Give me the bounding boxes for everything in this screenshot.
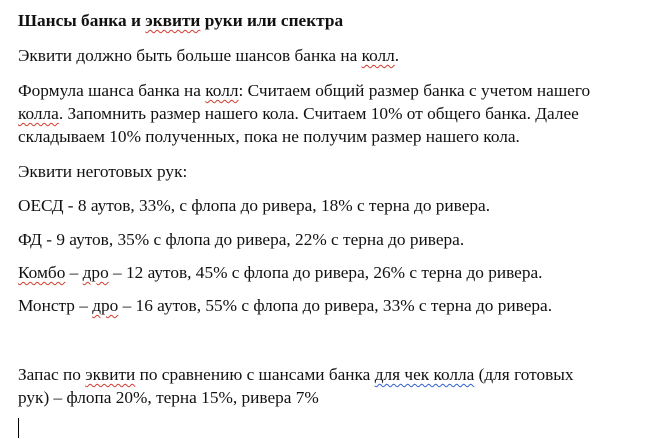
paragraph-6	[18, 261, 542, 285]
p4-text: ОЕСД - 8 аутов, 33%, с флопа до ривера, 18% с терна до ривера.	[18, 196, 491, 215]
p2-l3-text: складываем 10% полученных, пока не получим размер нашего кола.	[18, 127, 520, 146]
p3-text: Эквити неготовых рук:	[18, 162, 188, 181]
text-cursor	[18, 418, 19, 438]
p6-text-d: – 12 аутов, 45% с флопа до ривера, 26% с терна до ривера.	[108, 263, 543, 282]
p8-l1-text-a: Запас по	[18, 365, 86, 384]
document-title	[18, 9, 343, 33]
p1-text-a: Эквити должно быть больше шансов банка на	[18, 46, 362, 65]
paragraph-5	[18, 228, 464, 252]
p2-l1-text-c: : Считаем общий размер банка с учетом нашего	[238, 81, 591, 100]
title-text-a: Шансы банка и	[18, 11, 146, 30]
p8-l1-text-d: для чек колла	[374, 365, 475, 384]
paragraph-4	[18, 194, 490, 218]
paragraph-2-line-2	[18, 102, 579, 126]
p2-l1-text-a: Формула шанса банка на	[18, 81, 206, 100]
p6-text-b: –	[65, 263, 83, 282]
p2-l2-text-b: . Запомнить размер нашего кола. Считаем 10% от общего банка. Далее	[58, 104, 579, 123]
p1-text-b: колл	[361, 46, 395, 65]
p2-l2-text-a: колла	[18, 104, 59, 123]
paragraph-8-line-1	[18, 363, 574, 387]
paragraph-3	[18, 160, 187, 184]
p7-text-a: Монстр –	[18, 296, 93, 315]
paragraph-2-line-3	[18, 125, 520, 149]
p5-text: ФД - 9 аутов, 35% с флопа до ривера, 22% с терна до ривера.	[18, 230, 465, 249]
paragraph-1	[18, 44, 399, 68]
title-text-c: руки или спектра	[200, 11, 344, 30]
paragraph-2-line-1	[18, 79, 590, 103]
p2-l1-text-b: колл	[205, 81, 239, 100]
paragraph-7	[18, 294, 552, 318]
p8-l1-text-b: эквити	[85, 365, 136, 384]
p8-l1-text-e: (для готовых	[474, 365, 574, 384]
p8-l1-text-c: по сравнению с шансами банка	[135, 365, 375, 384]
p7-text-c: – 16 аутов, 55% с флопа до ривера, 33% с терна до ривера.	[118, 296, 553, 315]
p6-text-c: дро	[82, 263, 109, 282]
p6-text-a: Комбо	[18, 263, 66, 282]
title-text-b: эквити	[145, 11, 201, 30]
p1-text-c: .	[394, 46, 400, 65]
p8-l2-text: рук) – флопа 20%, терна 15%, ривера 7%	[18, 388, 319, 407]
paragraph-8-line-2	[18, 386, 319, 410]
p7-text-b: дро	[92, 296, 119, 315]
